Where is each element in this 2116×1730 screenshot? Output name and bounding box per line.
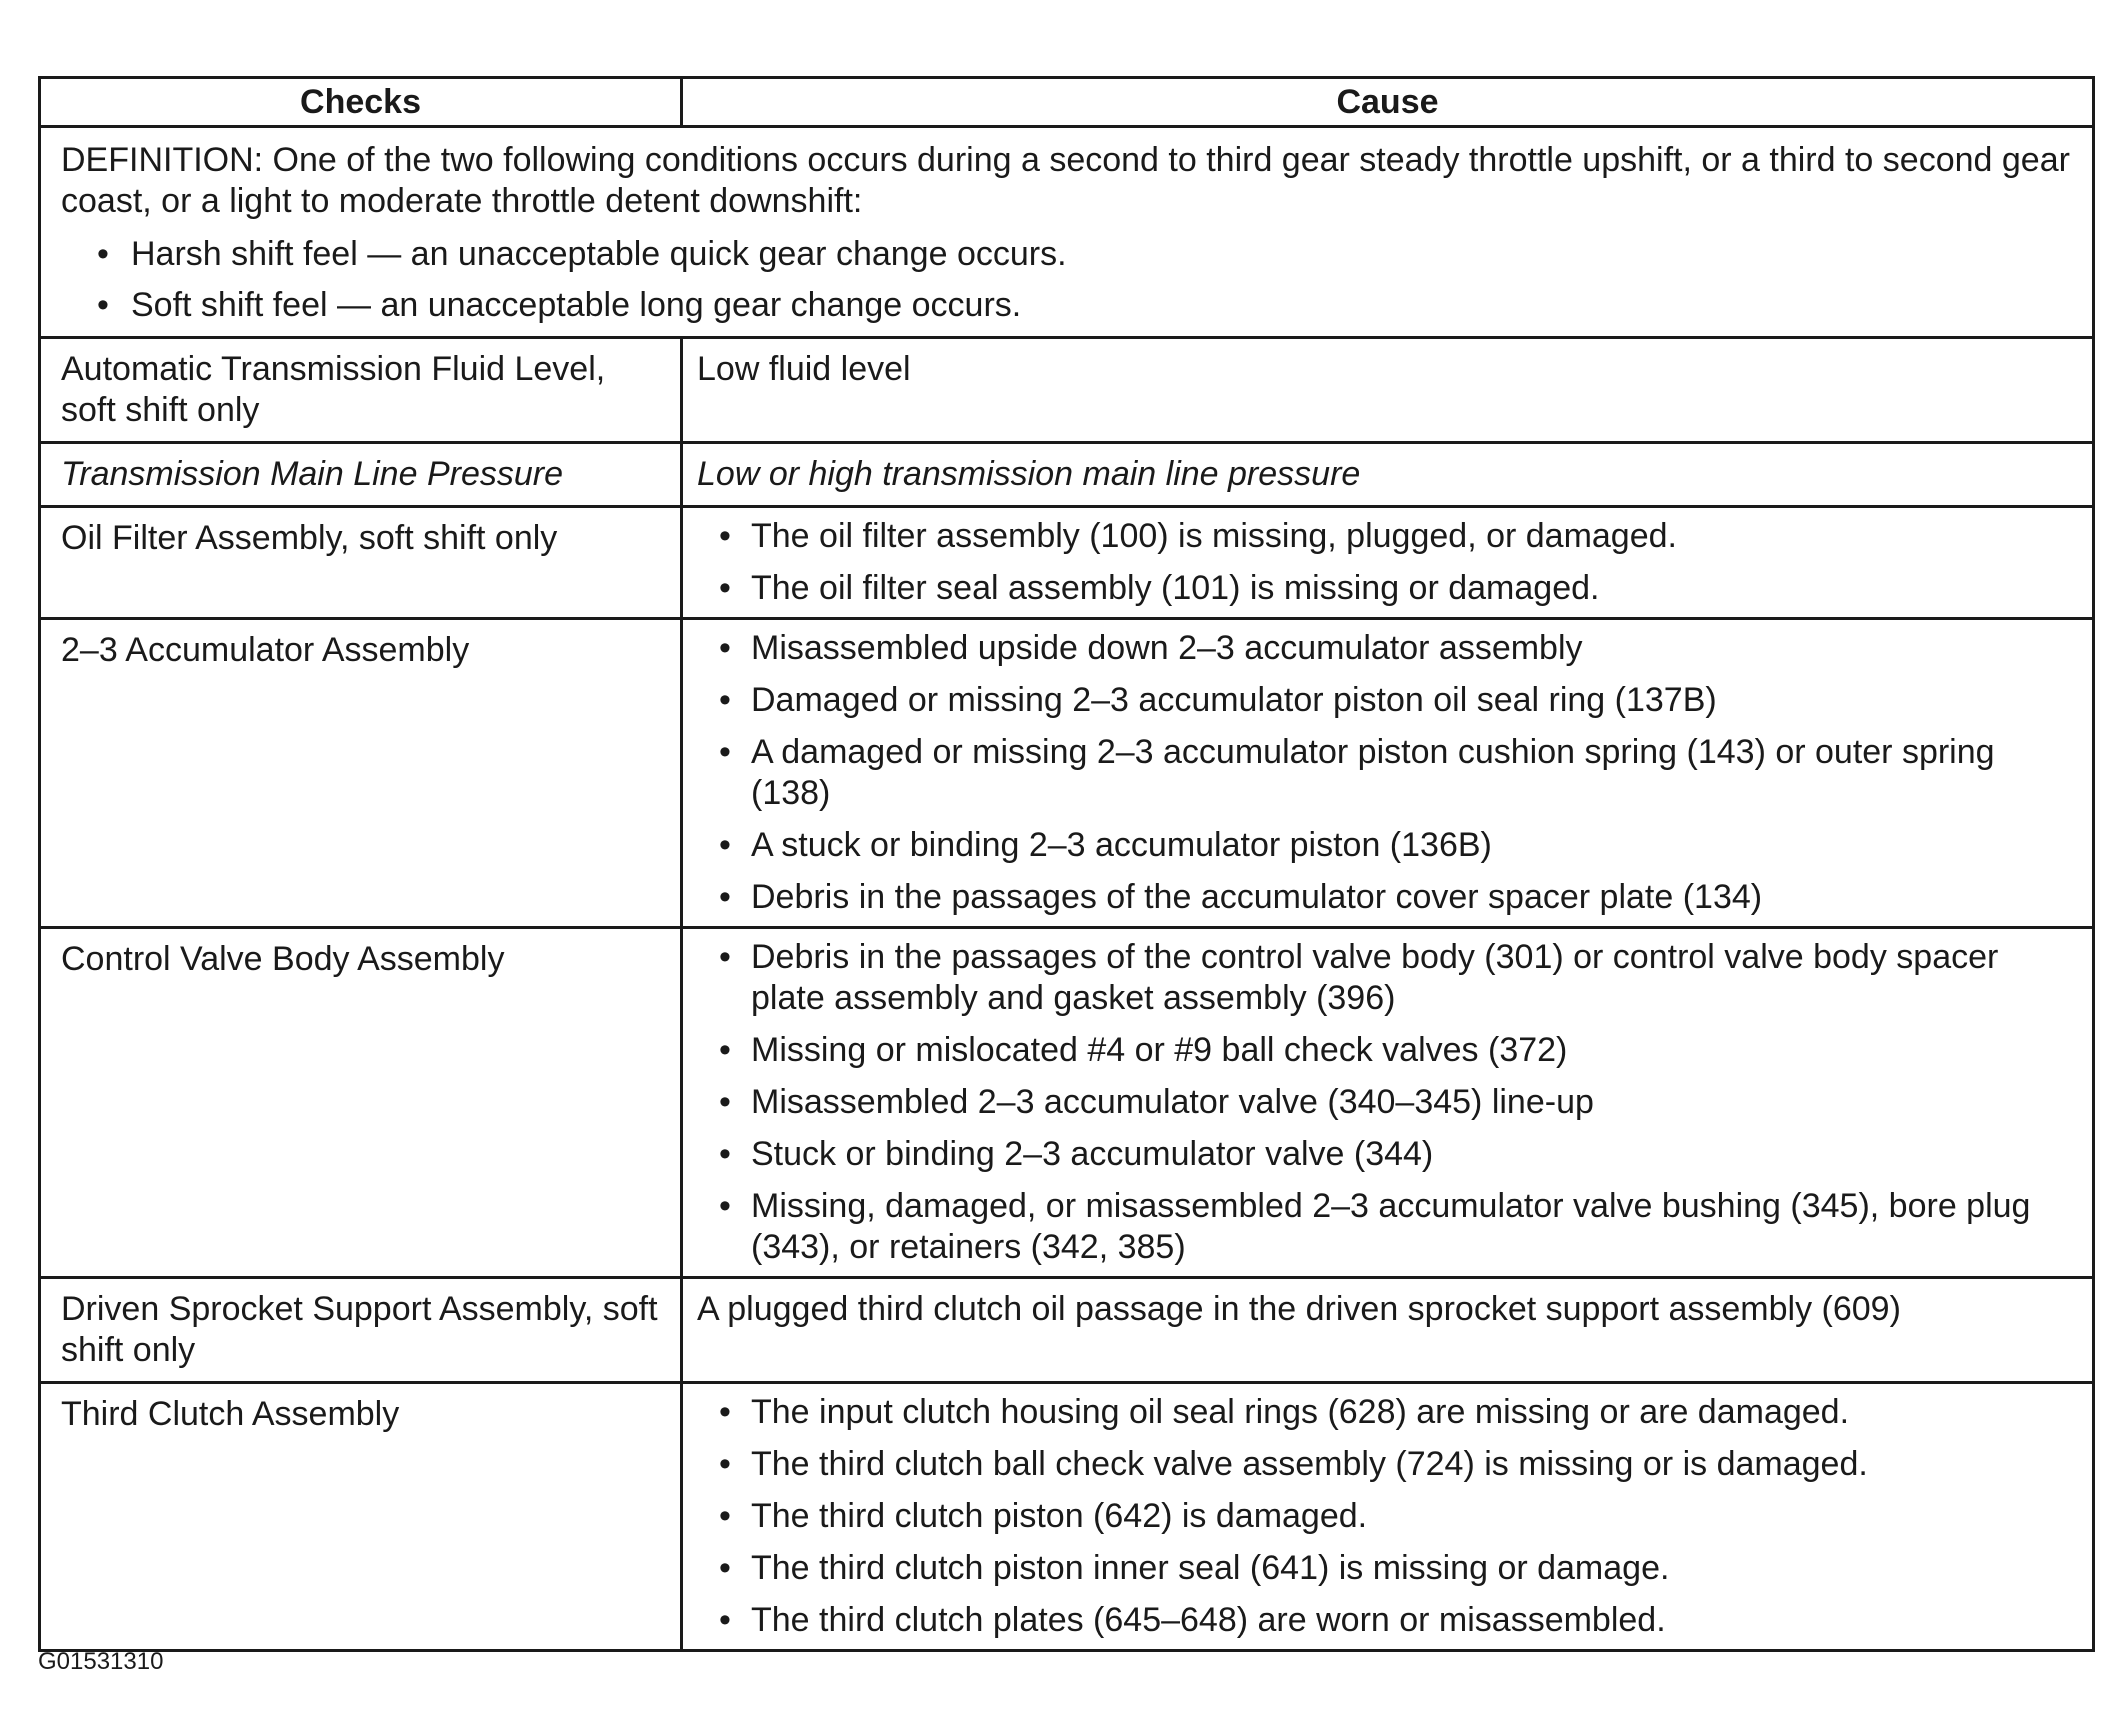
cause-text: Missing or mislocated #4 or #9 ball check valves (372) — [751, 1031, 1568, 1069]
bullet-icon: • — [719, 629, 731, 667]
bullet-icon: • — [719, 1135, 731, 1173]
bullet-icon: • — [719, 733, 731, 771]
cause-text: The oil filter seal assembly (101) is missing or damaged. — [751, 569, 1600, 607]
cause-bullet — [697, 516, 2074, 557]
cause-bullet — [697, 1030, 2074, 1071]
cause-text: The oil filter assembly (100) is missing, plugged, or damaged. — [751, 517, 1677, 555]
cause-text: The third clutch piston (642) is damaged. — [751, 1497, 1368, 1535]
cause-cell — [682, 1383, 2094, 1651]
definition-bullet — [61, 234, 2074, 275]
cause-bullet — [697, 1134, 2074, 1175]
cause-text: Missing, damaged, or misassembled 2–3 accumulator valve bushing (345), bore plug (343), or retainers (342, 385) — [751, 1187, 2031, 1266]
cause-text: Misassembled 2–3 accumulator valve (340–345) line-up — [751, 1083, 1594, 1121]
bullet-icon: • — [719, 1549, 731, 1587]
checks-column-header: Checks — [40, 78, 682, 127]
cause-bullet — [697, 1392, 2074, 1433]
cause-bullet-list — [697, 937, 2074, 1268]
bullet-icon: • — [97, 286, 109, 324]
bullet-icon: • — [719, 1031, 731, 1069]
definition-bullet-text: Harsh shift feel — an unacceptable quick gear change occurs. — [131, 235, 1067, 273]
bullet-icon: • — [719, 517, 731, 555]
definition-bullet — [61, 285, 2074, 326]
table-row — [40, 619, 2094, 928]
cause-bullet — [697, 877, 2074, 918]
cause-bullet — [697, 732, 2074, 814]
definition-bullet-text: Soft shift feel — an unacceptable long gear change occurs. — [131, 286, 1022, 324]
cause-column-header: Cause — [682, 78, 2094, 127]
bullet-icon: • — [719, 1497, 731, 1535]
table-row — [40, 1278, 2094, 1383]
cause-bullet-list — [697, 516, 2074, 609]
cause-bullet — [697, 1548, 2074, 1589]
cause-bullet — [697, 568, 2074, 609]
cause-bullet — [697, 1496, 2074, 1537]
definition-bullet-list — [61, 234, 2074, 326]
cause-text: A stuck or binding 2–3 accumulator piston (136B) — [751, 826, 1492, 864]
cause-bullet — [697, 1444, 2074, 1485]
cause-bullet — [697, 937, 2074, 1019]
cause-text: The third clutch ball check valve assembly (724) is missing or is damaged. — [751, 1445, 1868, 1483]
cause-bullet — [697, 1186, 2074, 1268]
definition-cell — [40, 127, 2094, 338]
check-cell: Driven Sprocket Support Assembly, soft shift only — [40, 1278, 682, 1383]
cause-text: Damaged or missing 2–3 accumulator piston oil seal ring (137B) — [751, 681, 1717, 719]
bullet-icon: • — [719, 1393, 731, 1431]
bullet-icon: • — [719, 1083, 731, 1121]
bullet-icon: • — [97, 235, 109, 273]
table-row — [40, 338, 2094, 443]
cause-cell: A plugged third clutch oil passage in the driven sprocket support assembly (609) — [682, 1278, 2094, 1383]
check-cell: 2–3 Accumulator Assembly — [40, 619, 682, 928]
bullet-icon: • — [719, 878, 731, 916]
cause-bullet — [697, 680, 2074, 721]
check-cell: Automatic Transmission Fluid Level, soft shift only — [40, 338, 682, 443]
definition-text: DEFINITION: One of the two following conditions occurs during a second to third gear steady throttle upshift, or a third to second gear coast, or a light to moderate throttle detent downshift: — [61, 141, 2070, 220]
cause-bullet-list — [697, 628, 2074, 918]
bullet-icon: • — [719, 1445, 731, 1483]
table-header-row — [40, 78, 2094, 127]
cause-text: Misassembled upside down 2–3 accumulator assembly — [751, 629, 1583, 667]
cause-cell: Low or high transmission main line pressure — [682, 443, 2094, 507]
diagnostic-table — [38, 76, 2095, 1652]
cause-text: The third clutch plates (645–648) are worn or misassembled. — [751, 1601, 1666, 1639]
cause-bullet — [697, 1600, 2074, 1641]
check-cell: Control Valve Body Assembly — [40, 928, 682, 1278]
cause-text: Debris in the passages of the accumulator cover spacer plate (134) — [751, 878, 1763, 916]
table-row — [40, 507, 2094, 619]
check-cell: Transmission Main Line Pressure — [40, 443, 682, 507]
cause-bullet — [697, 825, 2074, 866]
cause-cell — [682, 507, 2094, 619]
bullet-icon: • — [719, 1601, 731, 1639]
table-row — [40, 1383, 2094, 1651]
bullet-icon: • — [719, 569, 731, 607]
cause-text: The third clutch piston inner seal (641) is missing or damage. — [751, 1549, 1670, 1587]
bullet-icon: • — [719, 938, 731, 976]
bullet-icon: • — [719, 681, 731, 719]
cause-cell — [682, 928, 2094, 1278]
cause-text: Debris in the passages of the control valve body (301) or control valve body spacer plate assembly and gasket assembly (396) — [751, 938, 1999, 1017]
table-row — [40, 928, 2094, 1278]
figure-id: G01531310 — [38, 1648, 164, 1675]
check-cell: Oil Filter Assembly, soft shift only — [40, 507, 682, 619]
cause-text: A damaged or missing 2–3 accumulator piston cushion spring (143) or outer spring (138) — [751, 733, 1995, 812]
table-row — [40, 443, 2094, 507]
bullet-icon: • — [719, 1187, 731, 1225]
cause-bullet-list — [697, 1392, 2074, 1641]
check-cell: Third Clutch Assembly — [40, 1383, 682, 1651]
cause-text: Stuck or binding 2–3 accumulator valve (344) — [751, 1135, 1434, 1173]
definition-row — [40, 127, 2094, 338]
cause-bullet — [697, 1082, 2074, 1123]
cause-bullet — [697, 628, 2074, 669]
cause-text: The input clutch housing oil seal rings (628) are missing or are damaged. — [751, 1393, 1850, 1431]
cause-cell — [682, 619, 2094, 928]
cause-cell: Low fluid level — [682, 338, 2094, 443]
bullet-icon: • — [719, 826, 731, 864]
